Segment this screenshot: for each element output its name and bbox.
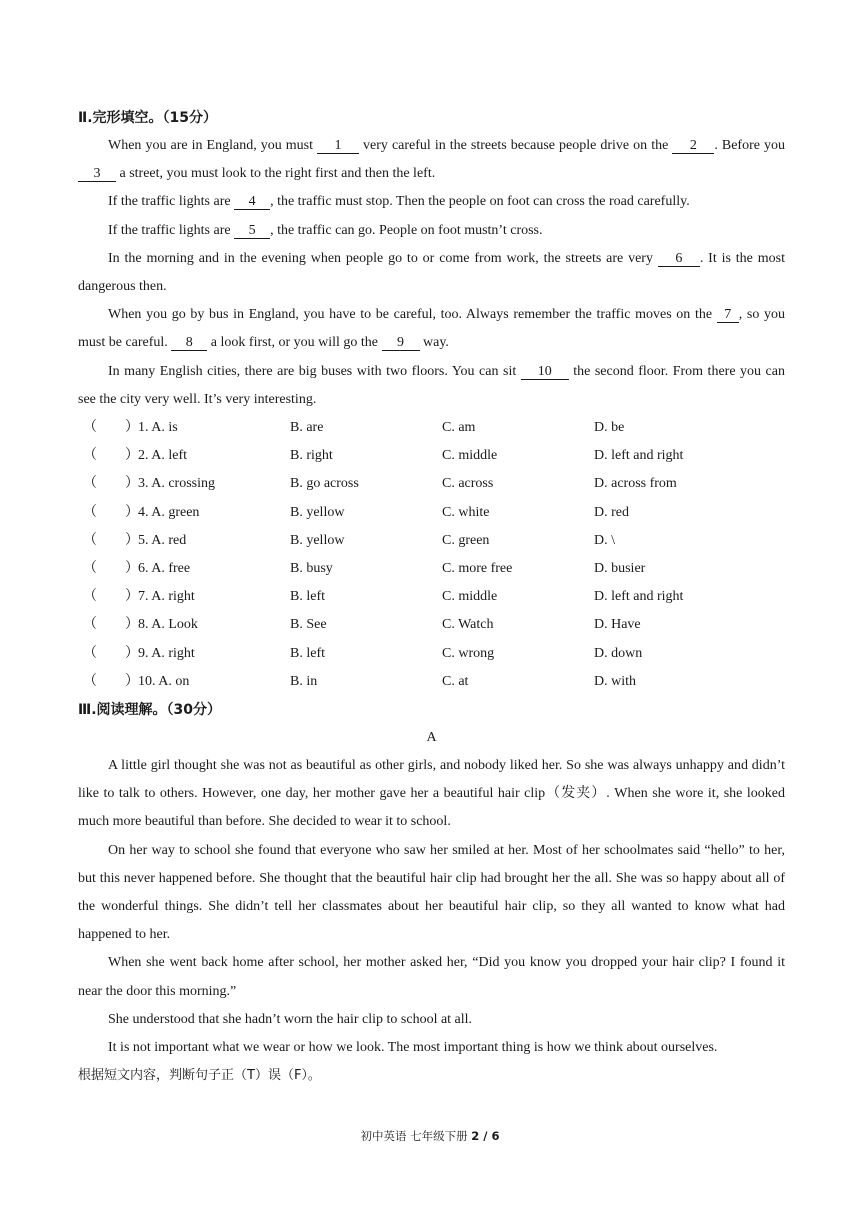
reading-paragraph: A little girl thought she was not as beautiful as other girls, and nobody liked her. So she was always unhappy and didn’t like to talk to others. However, one day, her mother gave her a beautiful hair clip（发夹）. When she wore it, she looked much more beautiful than before. She decided to wear it to school. [78,757,785,830]
option-c: C. at [442,673,469,689]
question-row [78,527,785,555]
option-d: D. left and right [594,589,684,605]
cloze-text: , the traffic must stop. Then the people on foot can cross the road carefully. [270,194,690,210]
cloze-text: , so you must be careful. [78,307,785,351]
option-a: 2. A. left [138,448,187,464]
cloze-paragraph [78,358,785,414]
blank-9: 9 [382,335,420,351]
option-a: 3. A. crossing [138,476,215,492]
blank-1: 1 [317,138,359,154]
cloze-text: a look first, or you will go the [207,335,382,351]
blank-2: 2 [672,138,714,154]
option-d: D. with [594,673,636,689]
blank-7: 7 [717,307,739,323]
cloze-text: . Before you [714,138,785,153]
cloze-paragraph [78,132,785,188]
cloze-text: , the traffic can go. People on foot mustn’t cross. [270,222,543,238]
option-c: C. Watch [442,617,494,633]
reading-paragraph: When she went back home after school, her mother asked her, “Did you know you dropped your hair clip? I found it near the door this morning.” [78,955,785,999]
option-b: B. in [290,673,318,689]
question-row [78,414,785,442]
page-body [78,104,785,1090]
cloze-text: If the traffic lights are [108,222,235,238]
cloze-text: a street, you must look to the right first and then the left. [116,166,436,182]
option-a: 1. A. is [138,420,178,436]
option-b: B. left [290,645,325,661]
option-d: D. left and right [594,448,684,464]
option-b: B. busy [290,560,333,576]
cloze-text: the second floor. From there you can see the city very well. It’s very interesting. [78,363,785,407]
question-row [78,442,785,470]
option-c: C. middle [442,589,498,605]
option-b: B. go across [290,476,359,492]
question-row [78,640,785,668]
answer-bracket: （ ） [83,532,139,548]
option-d: D. Have [594,617,641,633]
question-row [78,583,785,611]
option-b: B. left [290,589,325,605]
option-d: D. be [594,420,625,436]
question-row [78,668,785,696]
answer-bracket: （ ） [83,420,139,436]
cloze-text: In many English cities, there are big buses with two floors. You can sit [108,363,521,379]
cloze-paragraph [78,245,785,301]
cloze-text: way. [419,335,449,351]
cloze-paragraph [78,301,785,357]
blank-6: 6 [658,251,700,267]
question-row [78,611,785,639]
blank-4: 4 [234,194,270,210]
option-d: D. \ [594,532,615,548]
reading-paragraph: She understood that she hadn’t worn the hair clip to school at all. [108,1011,473,1027]
cloze-text: When you are in England, you must [108,138,318,153]
option-c: C. middle [442,448,498,464]
option-c: C. across [442,476,494,492]
cloze-text: In the morning and in the evening when people go to or come from work, the streets are very [108,250,658,266]
cloze-text: very careful in the streets because people drive on the [359,138,673,153]
cloze-options [78,414,785,696]
section-3-heading: Ⅲ.阅读理解。（30分） [78,701,222,718]
answer-bracket: （ ） [83,448,139,464]
answer-bracket: （ ） [83,476,139,492]
page-number: 2 / 6 [471,1129,500,1143]
cloze-text: . It is the most dangerous then. [78,250,785,295]
option-b: B. yellow [290,532,345,548]
answer-bracket: （ ） [83,504,139,520]
answer-bracket: （ ） [83,560,139,576]
option-c: C. more free [442,560,513,576]
option-c: C. wrong [442,645,495,661]
option-d: D. red [594,504,629,520]
answer-bracket: （ ） [83,673,139,689]
cloze-text: When you go by bus in England, you have to be careful, too. Always remember the traffic moves on the [108,307,717,323]
option-a: 6. A. free [138,560,191,576]
answer-bracket: （ ） [83,589,139,605]
option-b: B. right [290,448,333,464]
page-footer [0,1128,860,1144]
blank-3: 3 [78,166,116,182]
question-row [78,499,785,527]
option-a: 10. A. on [138,673,190,689]
reading-paragraph: It is not important what we wear or how we look. The most important thing is how we think about ourselves. [108,1039,718,1055]
option-a: 8. A. Look [138,617,198,633]
cloze-text: If the traffic lights are [108,194,235,210]
option-a: 9. A. right [138,645,195,661]
option-d: D. busier [594,560,646,576]
option-c: C. green [442,532,490,548]
cloze-paragraph [78,217,785,245]
option-b: B. See [290,617,327,633]
question-row [78,555,785,583]
option-a: 5. A. red [138,532,187,548]
reading-paragraph: On her way to school she found that everyone who saw her smiled at her. Most of her schoolmates said “hello” to her, but this never happened before. She thought that the beautiful hair clip had brought her the all. She was so happy about all of the wonderful things. She didn’t tell her classmates about her beautiful hair clip, so they all wanted to know what had happened to her. [78,842,785,943]
option-d: D. across from [594,476,677,492]
reading-passage [78,752,785,1062]
instruction: 根据短文内容，判断句子正（T）误（F）。 [78,1068,321,1084]
option-b: B. yellow [290,504,345,520]
question-row [78,470,785,498]
blank-5: 5 [234,223,270,239]
footer-label: 初中英语 七年级下册 [360,1129,472,1143]
option-c: C. am [442,420,476,436]
option-a: 7. A. right [138,589,195,605]
option-a: 4. A. green [138,504,200,520]
option-b: B. are [290,420,324,436]
blank-10: 10 [521,364,569,380]
cloze-passage [78,132,785,414]
option-c: C. white [442,504,490,520]
answer-bracket: （ ） [83,617,139,633]
cloze-paragraph [78,188,785,216]
passage-label: A [426,729,437,745]
answer-bracket: （ ） [83,645,139,661]
blank-8: 8 [171,335,207,351]
option-d: D. down [594,645,643,661]
section-2-heading: Ⅱ.完形填空。（15分） [78,110,218,126]
